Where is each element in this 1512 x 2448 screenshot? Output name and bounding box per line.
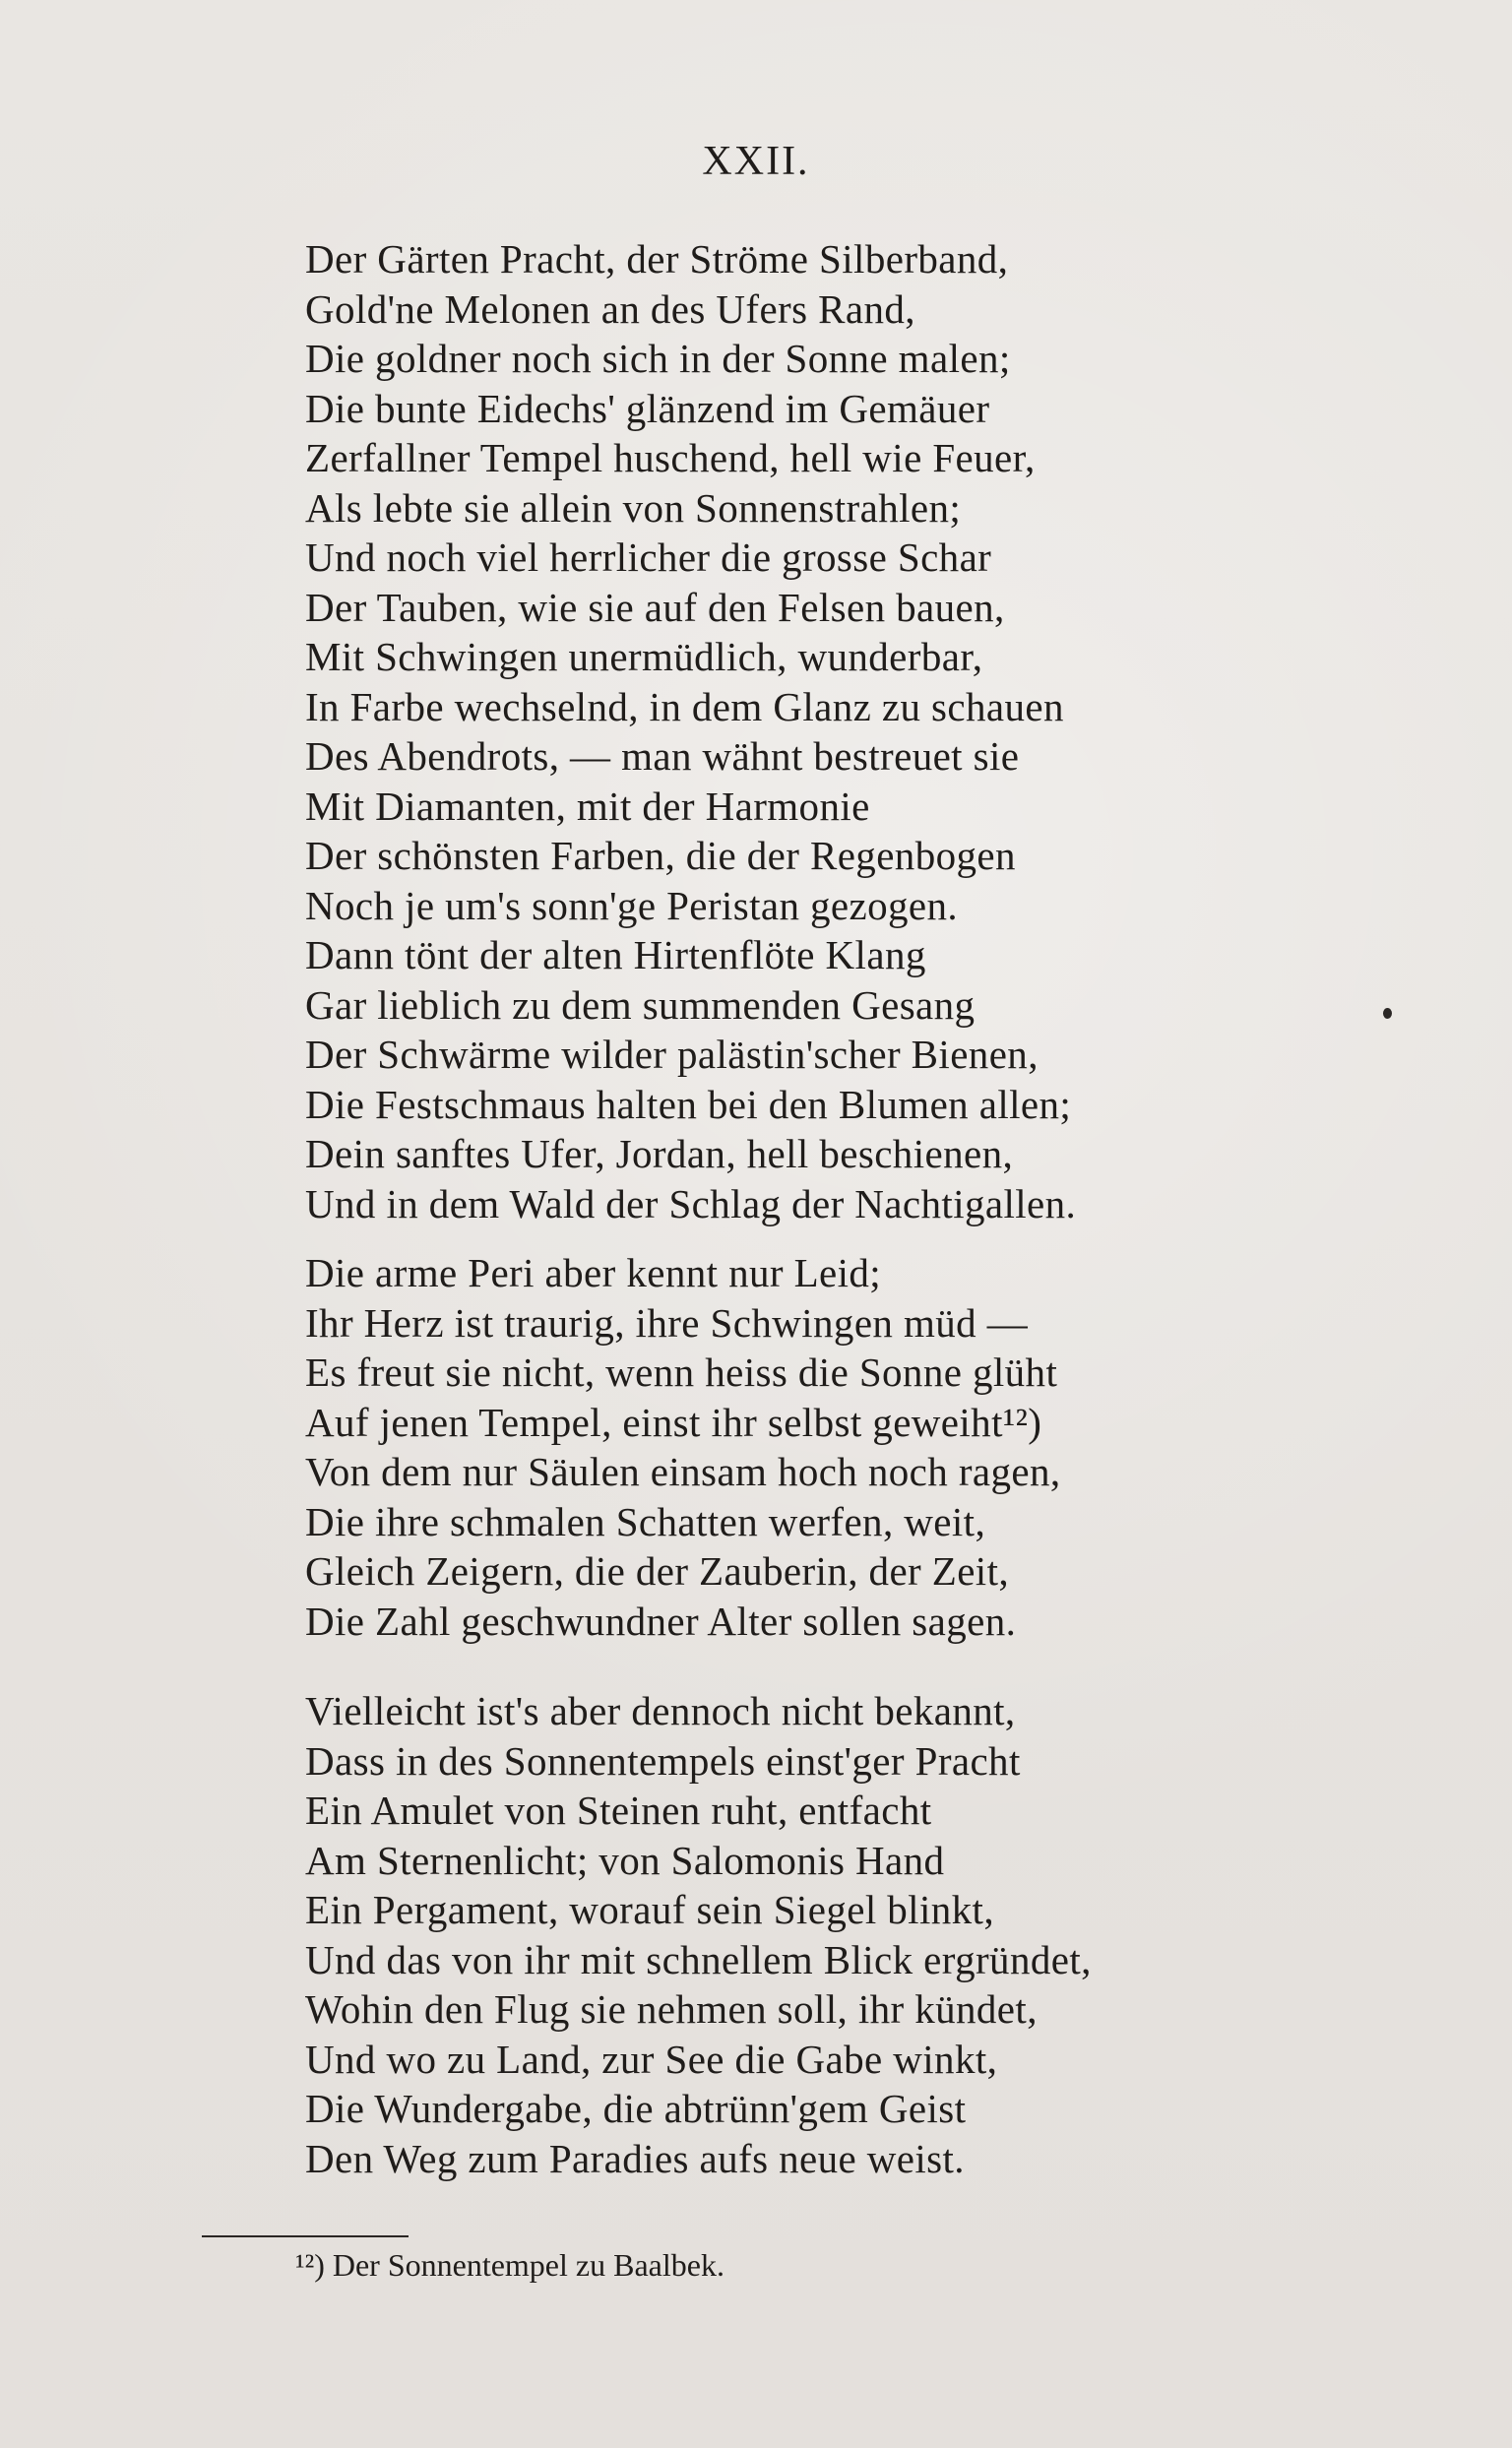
poem-line: Zerfallner Tempel huschend, hell wie Feuer, [305,435,1036,480]
poem-line: Der Schwärme wilder palästin'scher Bienen, [305,1032,1039,1077]
poem-line: Die ihre schmalen Schatten werfen, weit, [305,1498,986,1544]
poem-line: Der Gärten Pracht, der Ströme Silberband, [305,236,1009,282]
footnote-text: Der Sonnentempel zu Baalbek. [332,2247,724,2283]
poem-line: Der schönsten Farben, die der Regenbogen [305,833,1016,878]
poem-line: Mit Diamanten, mit der Harmonie [305,783,870,829]
chapter-heading: XXII. [702,139,810,184]
poem-line: Mit Schwingen unermüdlich, wunderbar, [305,634,983,679]
stanza-3 [305,1686,1339,2183]
poem-line: Der Tauben, wie sie auf den Felsen bauen, [305,584,1005,630]
ink-speck [1383,1008,1392,1019]
poem-line: In Farbe wechselnd, in dem Glanz zu schauen [305,683,1064,729]
poem-line: Ein Pergament, worauf sein Siegel blinkt, [305,1887,994,1932]
poem-line: Die bunte Eidechs' glänzend im Gemäuer [305,385,990,431]
poem-line: Ihr Herz ist traurig, ihre Schwingen müd — [305,1299,1029,1346]
poem-line: Die Festschmaus halten bei den Blumen allen; [305,1081,1072,1127]
stanza-2 [305,1248,1339,1646]
poem-line: Dass in des Sonnentempels einst'ger Pracht [305,1737,1021,1784]
poem-line: Die goldner noch sich in der Sonne malen; [305,336,1011,381]
poem-line: Die Zahl geschwundner Alter sollen sagen. [305,1598,1017,1644]
poem-line: Gar lieblich zu dem summenden Gesang [305,981,976,1028]
poem-line: Von dem nur Säulen einsam hoch noch ragen, [305,1449,1061,1494]
footnote [295,2245,724,2285]
stanza-1 [305,234,1339,1228]
poem-line: Den Weg zum Paradies aufs neue weist. [305,2135,965,2181]
poem-line: Gold'ne Melonen an des Ufers Rand, [305,285,915,332]
poem-line: Auf jenen Tempel, einst ihr selbst geweiht¹²) [305,1399,1042,1445]
poem-line: Noch je um's sonn'ge Peristan gezogen. [305,882,959,928]
poem-line: Ein Amulet von Steinen ruht, entfacht [305,1788,932,1833]
footnote-marker: ¹²) [295,2247,325,2283]
poem-line: Und in dem Wald der Schlag der Nachtigallen. [305,1180,1077,1226]
poem-line: Am Sternenlicht; von Salomonis Hand [305,1837,945,1883]
poem-line: Die Wundergabe, die abtrünn'gem Geist [305,2086,967,2131]
poem-line: Dann tönt der alten Hirtenflöte Klang [305,932,926,977]
poem-line: Als lebte sie allein von Sonnenstrahlen; [305,484,962,531]
poem-line: Des Abendrots, — man wähnt bestreuet sie [305,733,1020,779]
poem-line: Gleich Zeigern, die der Zauberin, der Zeit, [305,1548,1010,1594]
poem-line: Dein sanftes Ufer, Jordan, hell beschienen, [305,1131,1014,1176]
poem-line: Und wo zu Land, zur See die Gabe winkt, [305,2036,998,2082]
poem-line: Und das von ihr mit schnellem Blick ergründet, [305,1936,1092,1982]
poem-line: Vielleicht ist's aber dennoch nicht bekannt, [305,1688,1016,1733]
poem-line: Und noch viel herrlicher die grosse Schar [305,534,992,580]
footnote-divider [202,2235,409,2237]
poem-line: Es freut sie nicht, wenn heiss die Sonne glüht [305,1350,1058,1395]
poem-line: Wohin den Flug sie nehmen soll, ihr kündet, [305,1986,1038,2032]
poem-line: Die arme Peri aber kennt nur Leid; [305,1250,882,1295]
